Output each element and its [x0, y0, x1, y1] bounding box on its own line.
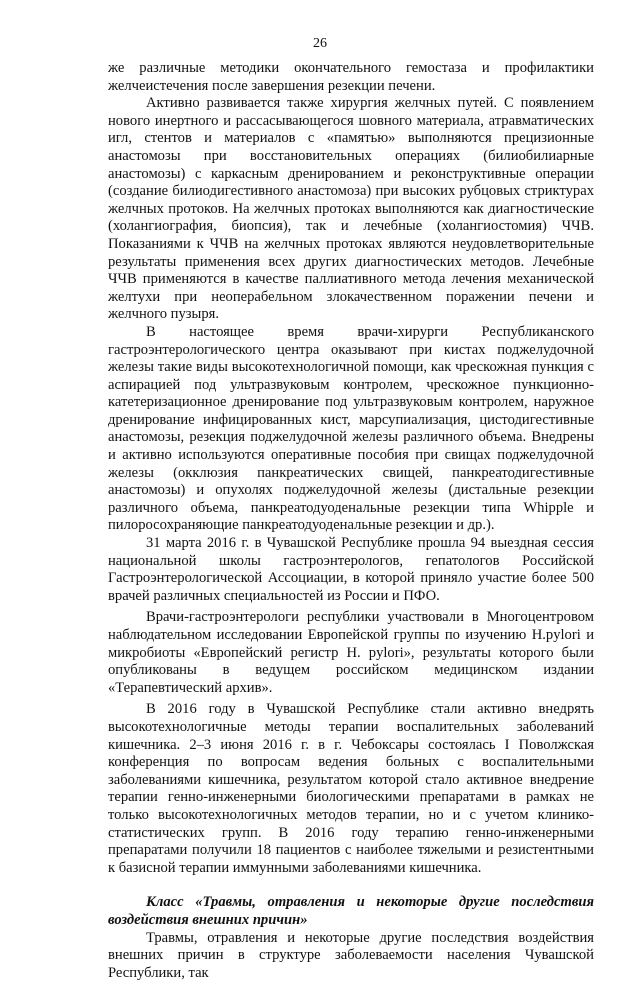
section-heading: Класс «Травмы, отравления и некоторые другие последствия воздействия внешних причин» [108, 894, 594, 929]
paragraph-hpylori-register: Врачи-гастроэнтерологи республики участвовали в Многоцентровом наблюдательном исследовании Европейской группы по изучению H.pylori и микробиоты «Европейский регистр H. pylori», результаты которого были опубликованы в ведущем российском медицинском издании «Терапевтический архив». [108, 609, 594, 697]
paragraph-school-session: 31 марта 2016 г. в Чувашской Республике прошла 94 выездная сессия национальной школы гастроэнтерологов, гепатологов Российской Гастроэнтерологической Ассоциации, в которой приняло участие более 500 врачей различных специальностей из России и ПФО. [108, 535, 594, 605]
paragraph-biliary-surgery: Активно развивается также хирургия желчных путей. С появлением нового инертного и рассасывающегося шовного материала, атравматических игл, стентов и материалов с «памятью» выполняются прецизионные анастомозы при восстановительных операциях (билиобилиарные анастомозы) с каркасным дренированием и реконструктивные операции (создание билиодигестивного анастомоза) при высоких рубцовых стриктурах желчных протоков. На желчных протоках выполняются как диагностические (холангиография, биопсия), так и лечебные (холангиостомия) ЧЧВ. Показаниями к ЧЧВ на желчных протоках являются неудовлетворительные результаты применения всех других диагностических методов. Лечебные ЧЧВ применяются в качестве паллиативного метода лечения механической желтухи при неоперабельном злокачественном поражении печени и желчного пузыря. [108, 95, 594, 324]
paragraph-ibd-therapy: В 2016 году в Чувашской Республике стали активно внедрять высокотехнологичные методы терапии воспалительных заболеваний кишечника. 2–3 июня 2016 г. в г. Чебоксары состоялась I Поволжская конференция по вопросам ведения больных с воспалительными заболеваниями кишечника, результатом которой стало активное внедрение терапии генно-инженерными биологическими препаратами в рамках не только высокотехнологичных методов терапии, но и с учетом клинико-статистических групп. В 2016 году терапию генно-инженерными препаратами получили 18 пациентов с наиболее тяжелыми и резистентными к базисной терапии иммунными заболеваниями кишечника. [108, 701, 594, 877]
paragraph-pancreas-cysts: В настоящее время врачи-хирурги Республиканского гастроэнтерологического центра оказывают при кистах поджелудочной железы такие виды высокотехнологичной помощи, как чрескожная пункция с аспирацией под ультразвуковым контролем, чрескожное пункционно-катетеризационное дренирование под ультразвуковым контролем, наружное дренирование инфицированных кист, марсупиализация, цистодигестивные анастомозы, резекция поджелудочной железы различного объема. Внедрены и активно используются оперативные пособия при свищах поджелудочной железы (окклюзия панкреатических свищей, панкреатодигестивные анастомозы) и опухолях поджелудочной железы (дистальные резекции различного объема, панкреатодуоденальные резекции типа Whipple и пилоросохраняющие панкреатодуоденальные резекции и др.). [108, 324, 594, 535]
paragraph-injuries: Травмы, отравления и некоторые другие последствия воздействия внешних причин в структуре заболеваемости населения Чувашской Республики, так [108, 930, 594, 982]
document-body [108, 60, 594, 982]
paragraph-continuation: же различные методики окончательного гемостаза и профилактики желчеистечения после завершения резекции печени. [108, 60, 594, 95]
page-number: 26 [0, 36, 640, 52]
